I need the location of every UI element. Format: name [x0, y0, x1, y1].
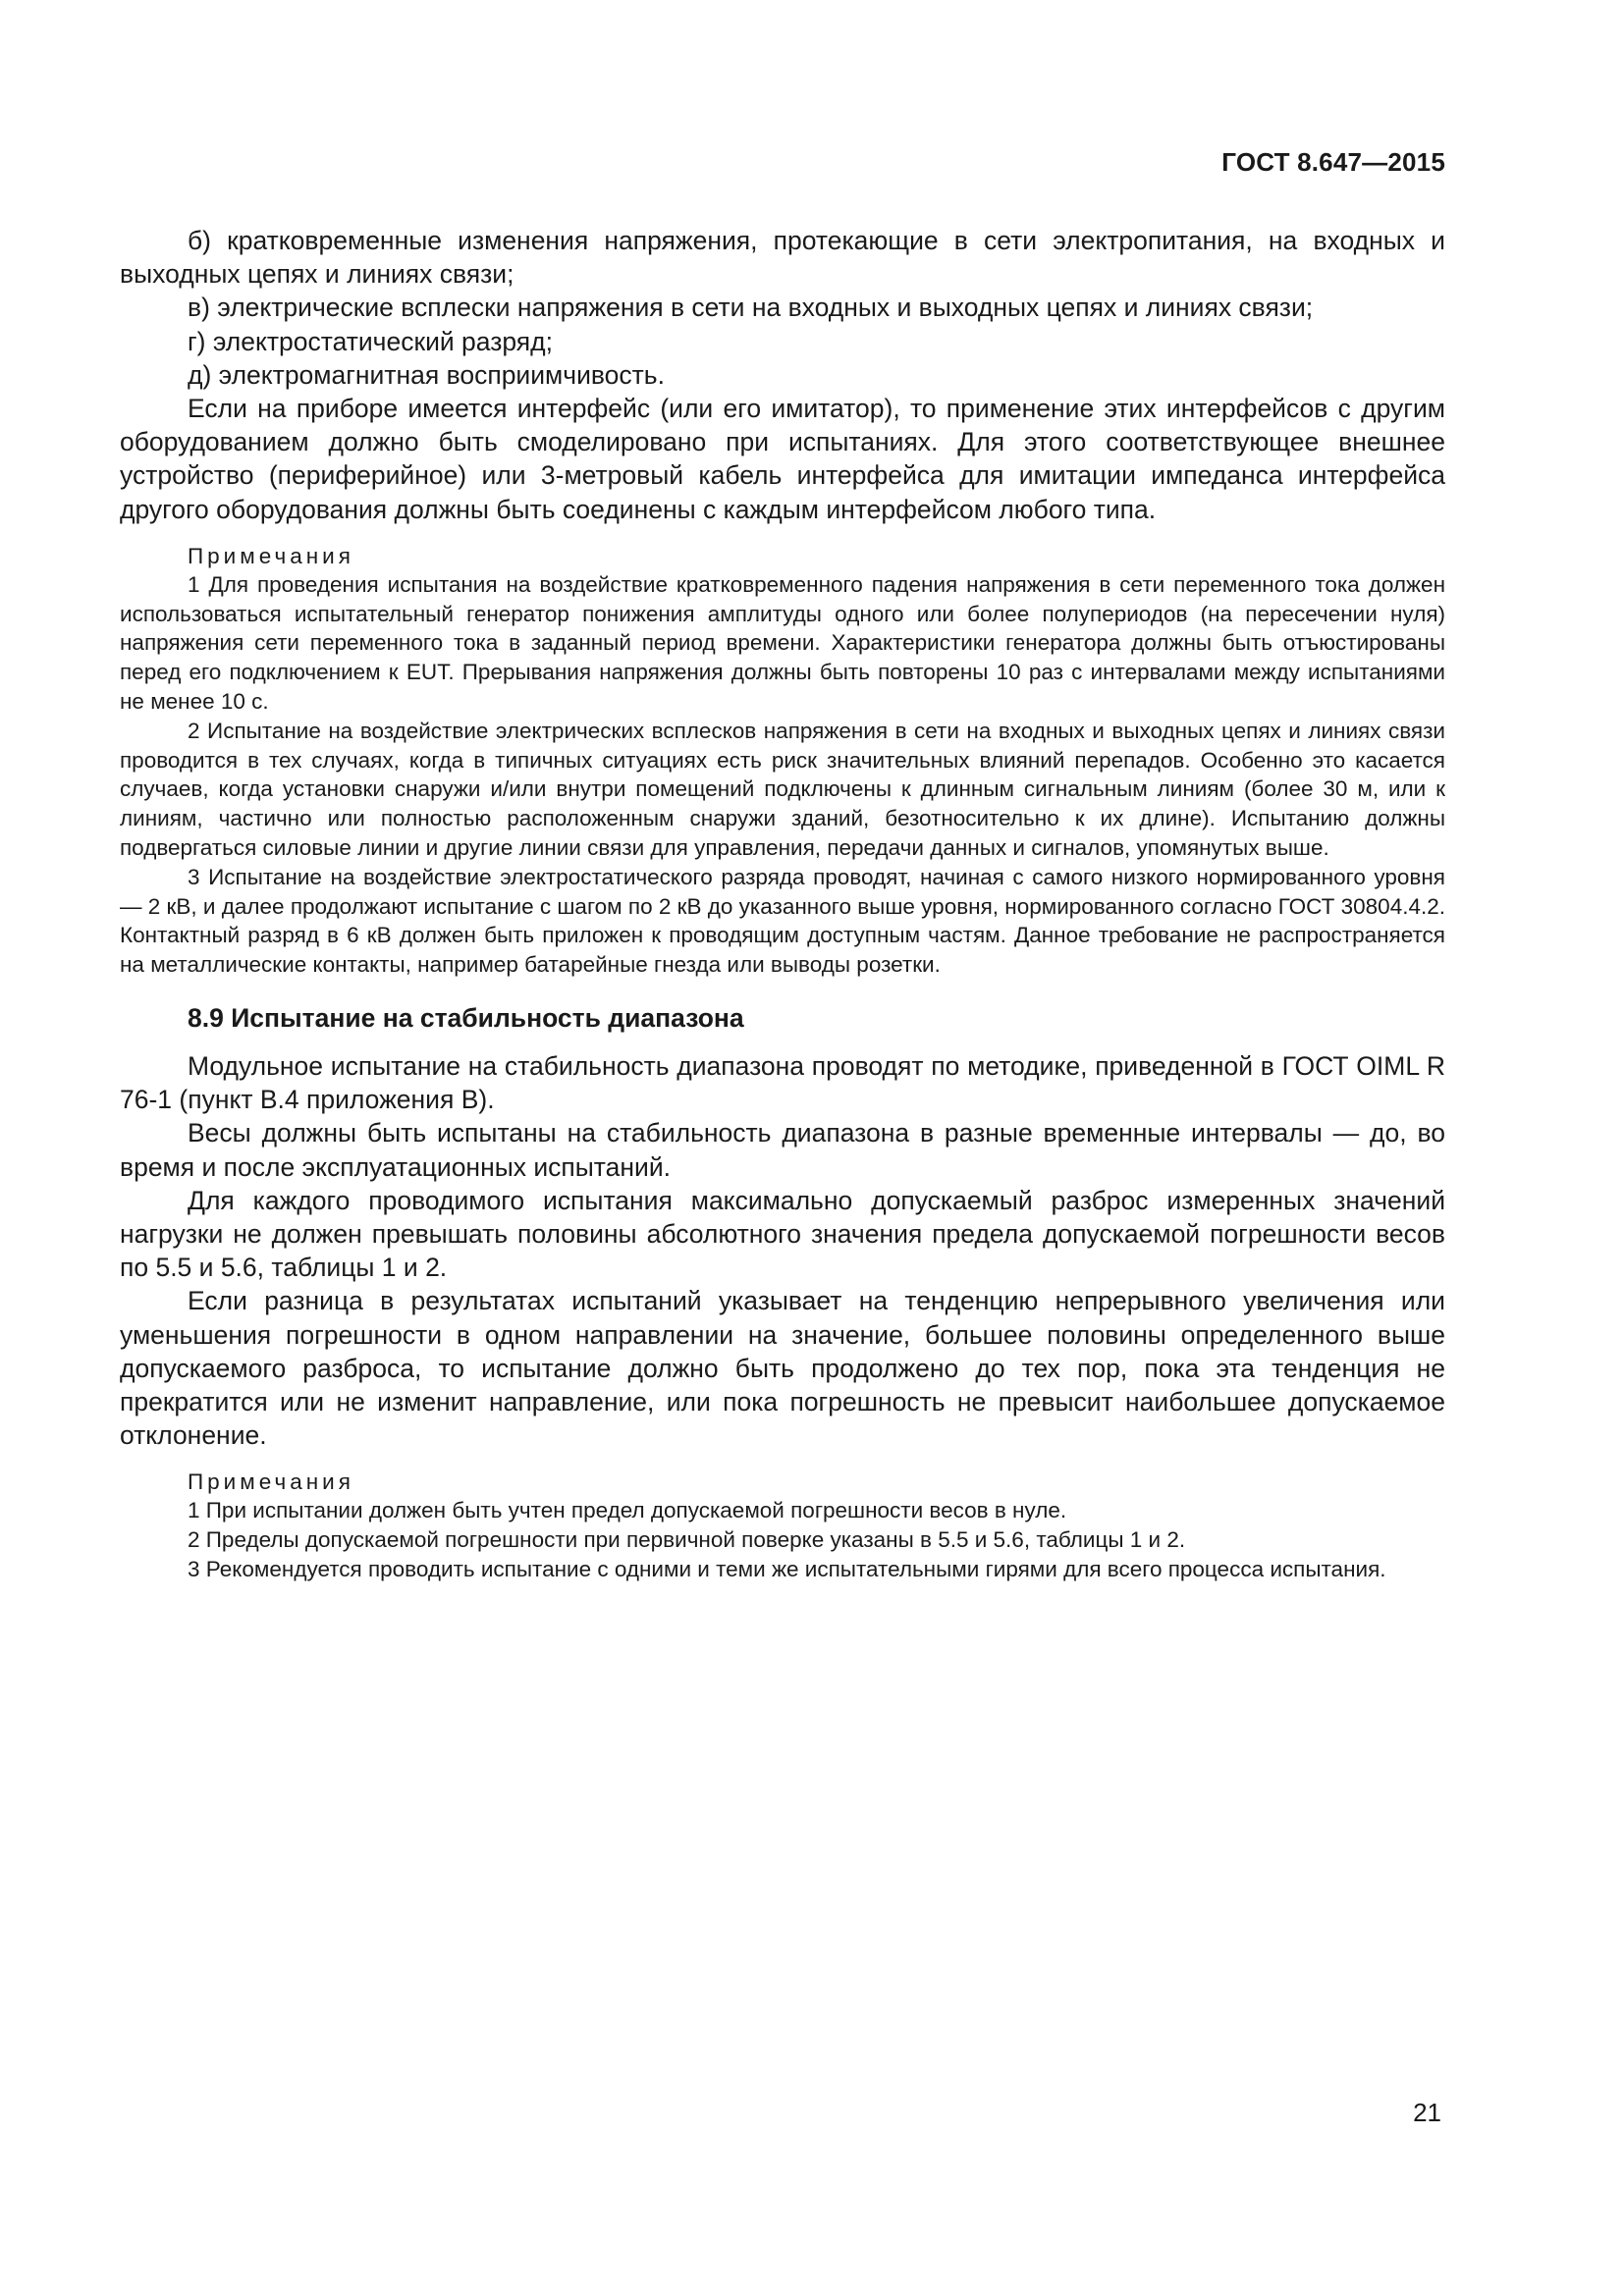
note-2-3: 3 Рекомендуется проводить испытание с одними и теми же испытательными гирями для всего процесса испытания. — [188, 1557, 1386, 1582]
page-content — [120, 224, 1445, 1584]
section-8-9-paragraph-3: Для каждого проводимого испытания максимально допускаемый разброс измеренных значений нагрузки не должен превышать половины абсолютного значения предела допускаемой погрешности весов по 5.5 и 5.6, таблицы 1 и 2. — [120, 1185, 1445, 1283]
section-8-9-paragraph-4: Если разница в результатах испытаний указывает на тенденцию непрерывного увеличения или уменьшения погрешности в одном направлении на значение, большее половины определенного выше допускаемого разброса, то испытание должно быть продолжено до тех пор, пока эта тенденция не прекратится или не изменит направление, или пока погрешность не превысит наибольшее допускаемое отклонение. — [120, 1286, 1445, 1451]
note-1-3: 3 Испытание на воздействие электростатического разряда проводят, начиная с самого низкого нормированного уровня — 2 кВ, и далее продолжают испытание с шагом по 2 кВ до указанного выше уровня, нормированного согласно ГОСТ 30804.4.2. Контактный разряд в 6 кВ должен быть приложен к проводящим доступным частям. Данное требование не распространяется на металлические контакты, например батарейные гнезда или выводы розетки. — [120, 864, 1445, 978]
list-item-b: б) кратковременные изменения напряжения, протекающие в сети электропитания, на входных и выходных цепях и линиях связи; — [120, 226, 1445, 290]
notes-heading-2: Примечания — [188, 1469, 354, 1495]
section-8-9-paragraph-1: Модульное испытание на стабильность диапазона проводят по методике, приведенной в ГОСТ OIML R 76-1 (пункт В.4 приложения В). — [120, 1050, 1445, 1115]
note-2-2: 2 Пределы допускаемой погрешности при первичной поверке указаны в 5.5 и 5.6, таблицы 1 и 2. — [188, 1527, 1186, 1553]
note-1-1: 1 Для проведения испытания на воздействие кратковременного падения напряжения в сети переменного тока должен использоваться испытательный генератор понижения амплитуды одного или более полупериодов (на пересечении нуля) напряжения сети переменного тока в заданный период времени. Характеристики генератора должны быть отъюстированы перед его подключением к EUT. Прерывания напряжения должны быть повторены 10 раз с интервалами между испытаниями не менее 10 с. — [120, 571, 1445, 715]
section-title-8-9: 8.9 Испытание на стабильность диапазона — [188, 1002, 744, 1033]
interface-paragraph: Если на приборе имеется интерфейс (или его имитатор), то применение этих интерфейсов с другим оборудованием должно быть смоделировано при испытаниях. Для этого соответствующее внешнее устройство (периферийное) или 3-метровый кабель интерфейса для имитации импеданса интерфейса другого оборудования должны быть соединены с каждым интерфейсом любого типа. — [120, 394, 1445, 524]
section-8-9-paragraph-2: Весы должны быть испытаны на стабильность диапазона в разные временные интервалы — до, во время и после эксплуатационных испытаний. — [120, 1118, 1445, 1182]
note-1-2: 2 Испытание на воздействие электрических всплесков напряжения в сети на входных и выходных цепях и линиях связи проводится в тех случаях, когда в типичных ситуациях есть риск значительных влияний перепадов. Особенно это касается случаев, когда установки снаружи и/или внутри помещений подключены к длинным сигнальным линиям (более 30 м, или к линиям, частично или полностью расположенным снаружи зданий, безотносительно к их длине). Испытанию должны подвергаться силовые линии и другие линии связи для управления, передачи данных и сигналов, упомянутых выше. — [120, 718, 1445, 860]
list-item-d: д) электромагнитная восприимчивость. — [188, 359, 665, 390]
notes-heading-1: Примечания — [188, 543, 354, 568]
page-number: 21 — [1413, 2098, 1441, 2127]
document-header-standard-code: ГОСТ 8.647—2015 — [1221, 147, 1445, 177]
note-2-1: 1 При испытании должен быть учтен предел допускаемой погрешности весов в нуле. — [188, 1498, 1067, 1523]
list-item-g: г) электростатический разряд; — [188, 326, 553, 356]
list-item-v: в) электрические всплески напряжения в сети на входных и выходных цепях и линиях связи; — [188, 293, 1314, 323]
